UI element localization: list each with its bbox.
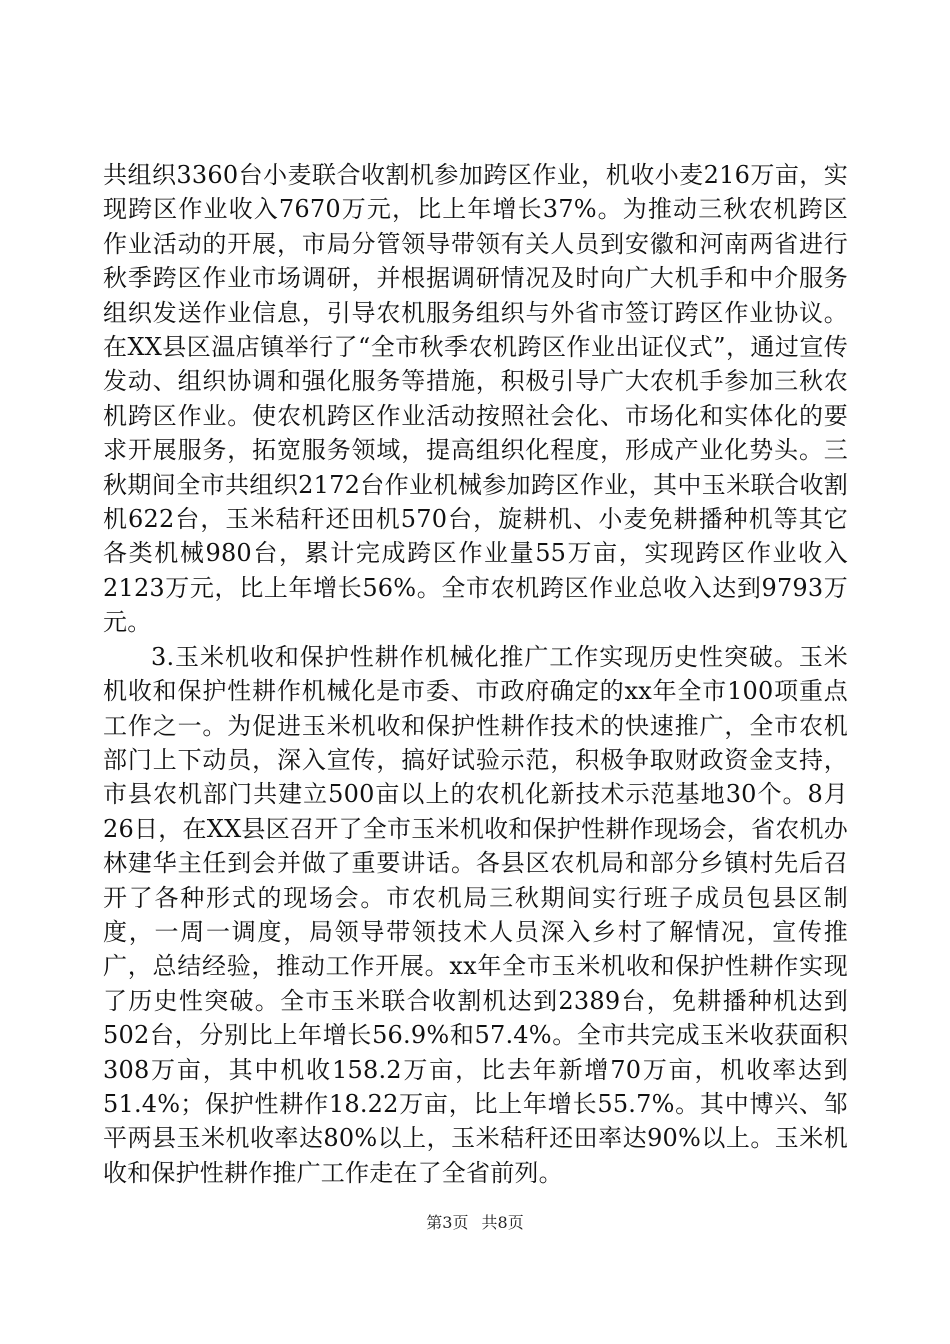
paragraph-2: 3.玉米机收和保护性耕作机械化推广工作实现历史性突破。玉米机收和保护性耕作机械化是市委、市政府确定的xx年全市100项重点工作之一。为促进玉米机收和保护性耕作技术的快速推广，全市农机部门上下动员，深入宣传，搞好试验示范，积极争取财政资金支持，市县农机部门共建立500亩以上的农机化新技术示范基地30个。8月26日，在XX县区召开了全市玉米机收和保护性耕作现场会，省农机办林建华主任到会并做了重要讲话。各县区农机局和部分乡镇村先后召开了各种形式的现场会。市农机局三秋期间实行班子成员包县区制度，一周一调度，局领导带领技术人员深入乡村了解情况，宣传推广，总结经验，推动工作开展。xx年全市玉米机收和保护性耕作实现了历史性突破。全市玉米联合收割机达到2389台，免耕播种机达到502台，分别比上年增长56.9%和57.4%。全市共完成玉米收获面积308万亩，其中机收158.2万亩，比去年新增70万亩，机收率达到51.4%；保护性耕作18.22万亩，比上年增长55.7%。其中博兴、邹平两县玉米机收率达80%以上，玉米秸秆还田率达90%以上。玉米机收和保护性耕作推广工作走在了全省前列。 (103, 642, 848, 1187)
page-footer (0, 1210, 950, 1233)
document-body (103, 158, 848, 1190)
total-pages-label: 共8页 (481, 1213, 524, 1232)
paragraph-1: 共组织3360台小麦联合收割机参加跨区作业，机收小麦216万亩，实现跨区作业收入7670万元，比上年增长37%。为推动三秋农机跨区作业活动的开展，市局分管领导带领有关人员到安徽和河南两省进行秋季跨区作业市场调研，并根据调研情况及时向广大机手和中介服务组织发送作业信息，引导农机服务组织与外省市签订跨区作业协议。在XX县区温店镇举行了“全市秋季农机跨区作业出证仪式”，通过宣传发动、组织协调和强化服务等措施，积极引导广大农机手参加三秋农机跨区作业。使农机跨区作业活动按照社会化、市场化和实体化的要求开展服务，拓宽服务领域，提高组织化程度，形成产业化势头。三秋期间全市共组织2172台作业机械参加跨区作业，其中玉米联合收割机622台，玉米秸秆还田机570台，旋耕机、小麦免耕播种机等其它各类机械980台，累计完成跨区作业量55万亩，实现跨区作业收入2123万元，比上年增长56%。全市农机跨区作业总收入达到9793万元。 (103, 161, 848, 637)
current-page-label: 第3页 (426, 1213, 469, 1232)
